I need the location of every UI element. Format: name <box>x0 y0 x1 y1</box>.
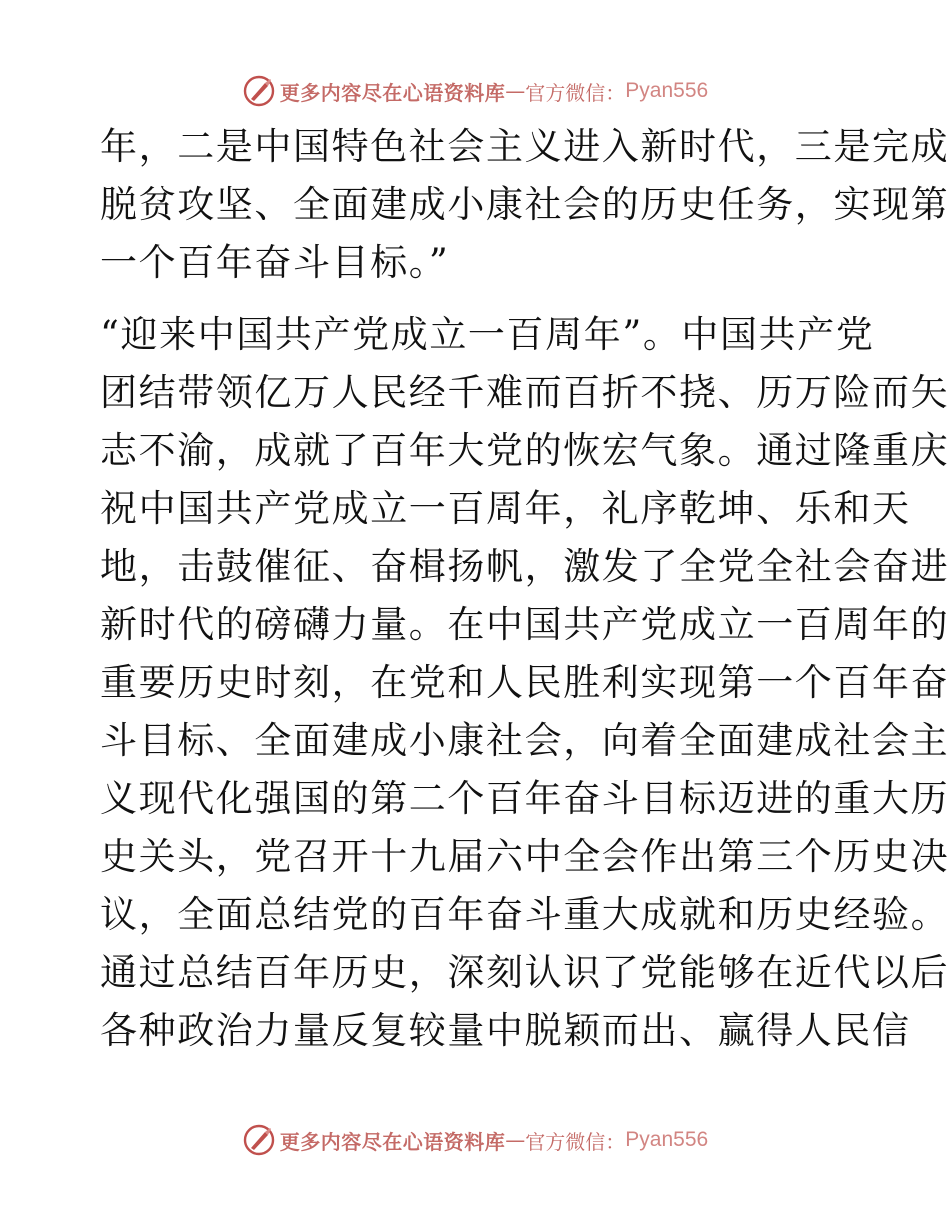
site-name: 更多内容尽在心语资料库 <box>279 80 506 105</box>
paragraph-1 <box>100 118 950 292</box>
separator-dash: — <box>505 79 526 103</box>
text-line: 脱贫攻坚、全面建成小康社会的历史任务，实现第 <box>100 183 950 226</box>
quill-logo-icon <box>242 1123 276 1157</box>
wechat-label: 官方微信： <box>525 80 626 105</box>
text-line: 通过总结百年历史，深刻认识了党能够在近代以后 <box>100 951 950 994</box>
text-line: 各种政治力量反复较量中脱颖而出、赢得人民信 <box>100 1009 911 1052</box>
text-line: 斗目标、全面建成小康社会，向着全面建成社会主 <box>100 719 950 762</box>
text-line: 史关头，党召开十九届六中全会作出第三个历史决 <box>100 835 950 878</box>
text-line: 地，击鼓催征、奋楫扬帆，激发了全党全社会奋进 <box>100 545 950 588</box>
text-line: “迎来中国共产党成立一百周年”。中国共产党 <box>100 313 875 356</box>
text-line: 志不渝，成就了百年大党的恢宏气象。通过隆重庆 <box>100 429 950 472</box>
paragraph-gap <box>100 292 860 306</box>
wechat-label: 官方微信： <box>525 1129 626 1154</box>
text-line: 新时代的磅礴力量。在中国共产党成立一百周年的 <box>100 603 950 646</box>
footer-watermark <box>0 1120 950 1160</box>
paragraph-2 <box>100 306 950 1060</box>
separator-dash: — <box>505 1128 526 1152</box>
wechat-id: Pyan556 <box>625 1128 709 1151</box>
text-line: 祝中国共产党成立一百周年，礼序乾坤、乐和天 <box>100 487 911 530</box>
document-body <box>100 118 950 1060</box>
text-line: 议，全面总结党的百年奋斗重大成就和历史经验。 <box>100 893 950 936</box>
quill-logo-icon <box>242 74 276 108</box>
text-line: 年，二是中国特色社会主义进入新时代，三是完成 <box>100 125 950 168</box>
wechat-id: Pyan556 <box>625 79 709 102</box>
text-line: 一个百年奋斗目标。” <box>100 241 450 284</box>
header-watermark <box>0 71 950 111</box>
text-line: 重要历史时刻，在党和人民胜利实现第一个百年奋 <box>100 661 950 704</box>
site-name: 更多内容尽在心语资料库 <box>279 1129 506 1154</box>
text-line: 团结带领亿万人民经千难而百折不挠、历万险而矢 <box>100 371 950 414</box>
text-line: 义现代化强国的第二个百年奋斗目标迈进的重大历 <box>100 777 950 820</box>
